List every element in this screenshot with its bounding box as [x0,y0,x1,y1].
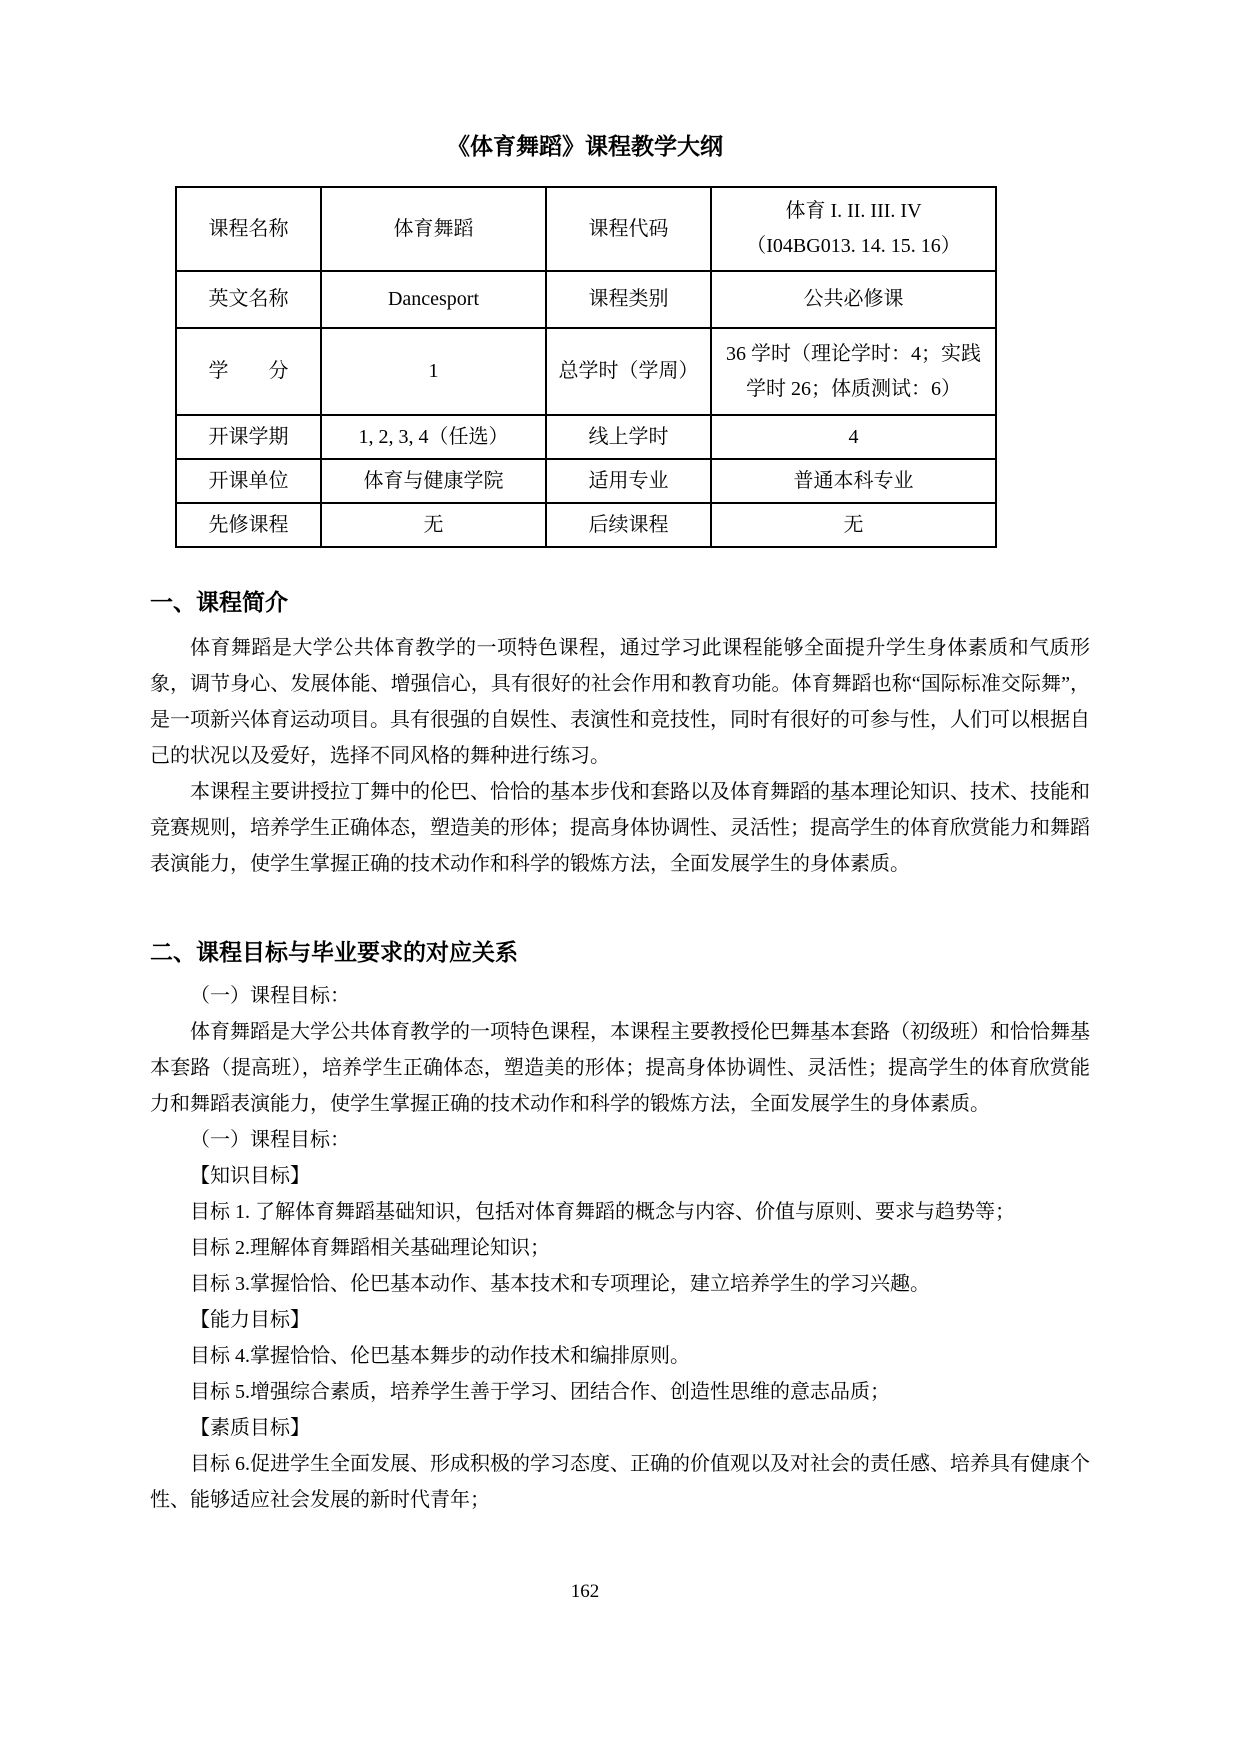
english-name-value: Dancesport [321,271,546,328]
total-hours-value: 36 学时（理论学时：4；实践学时 26；体质测试：6） [711,328,996,415]
subsequent-course-value: 无 [711,503,996,547]
course-category-value: 公共必修课 [711,271,996,328]
intro-paragraph-1: 体育舞蹈是大学公共体育教学的一项特色课程，通过学习此课程能够全面提升学生身体素质和气质形象，调节身心、发展体能、增强信心，具有很好的社会作用和教育功能。体育舞蹈也称“国际标准交际舞”，是一项新兴体育运动项目。具有很强的自娱性、表演性和竞技性，同时有很好的可参与性，人们可以根据自己的状况以及爱好，选择不同风格的舞种进行练习。 [150,637,1090,767]
goal-4: 目标 4.掌握恰恰、伦巴基本舞步的动作技术和编排原则。 [190,1345,690,1367]
department-value: 体育与健康学院 [321,459,546,503]
goal-3: 目标 3.掌握恰恰、伦巴基本动作、基本技术和专项理论，建立培养学生的学习兴趣。 [190,1273,930,1295]
table-row [176,328,996,415]
goal-2: 目标 2.理解体育舞蹈相关基础理论知识； [190,1237,550,1259]
english-name-label: 英文名称 [176,271,321,328]
quality-goals-label: 【素质目标】 [190,1417,310,1439]
course-category-label: 课程类别 [546,271,711,328]
semester-label: 开课学期 [176,415,321,459]
intro-paragraph-2: 本课程主要讲授拉丁舞中的伦巴、恰恰的基本步伐和套路以及体育舞蹈的基本理论知识、技术、技能和竞赛规则，培养学生正确体态，塑造美的形体；提高身体协调性、灵活性；提高学生的体育欣赏能力和舞蹈表演能力，使学生掌握正确的技术动作和科学的锻炼方法，全面发展学生的身体素质。 [150,781,1090,875]
online-hours-value: 4 [711,415,996,459]
title-wrap [150,132,1020,160]
department-label: 开课单位 [176,459,321,503]
applicable-majors-value: 普通本科专业 [711,459,996,503]
ability-goals-label: 【能力目标】 [190,1309,310,1331]
page-number: 162 [570,1581,600,1602]
course-name-value: 体育舞蹈 [321,187,546,271]
table-row [176,459,996,503]
credits-value: 1 [321,328,546,415]
course-code-line1: 体育 I. II. III. IV [785,200,922,222]
objectives-intro-paragraph: 体育舞蹈是大学公共体育教学的一项特色课程，本课程主要教授伦巴舞基本套路（初级班）和恰恰舞基本套路（提高班），培养学生正确体态，塑造美的形体；提高身体协调性、灵活性；提高学生的体育欣赏能力和舞蹈表演能力，使学生掌握正确的技术动作和科学的锻炼方法，全面发展学生的身体素质。 [150,1021,1090,1115]
objectives-subheading-2: （一）课程目标： [190,1129,350,1151]
total-hours-label: 总学时（学周） [546,328,711,415]
goal-6: 目标 6.促进学生全面发展、形成积极的学习态度、正确的价值观以及对社会的责任感、培养具有健康个性、能够适应社会发展的新时代青年； [150,1453,1090,1511]
credits-label: 学 分 [176,328,321,415]
objectives-subheading-1: （一）课程目标： [190,985,350,1007]
semester-value: 1, 2, 3, 4（任选） [321,415,546,459]
section-objectives-heading: 二、课程目标与毕业要求的对应关系 [150,939,518,965]
course-code-label: 课程代码 [546,187,711,271]
prerequisite-label: 先修课程 [176,503,321,547]
subsequent-course-label: 后续课程 [546,503,711,547]
pagenum-wrap [150,1580,1020,1604]
goal-5: 目标 5.增强综合素质，培养学生善于学习、团结合作、创造性思维的意志品质； [190,1381,890,1403]
course-code-line2: （I04BG013. 14. 15. 16） [746,235,961,257]
applicable-majors-label: 适用专业 [546,459,711,503]
goal-1: 目标 1. 了解体育舞蹈基础知识，包括对体育舞蹈的概念与内容、价值与原则、要求与趋势等； [190,1201,1015,1223]
doc-title: 《体育舞蹈》课程教学大纲 [447,133,723,159]
table-row [176,503,996,547]
table-row [176,187,996,271]
course-code-value [711,187,996,271]
section-intro-heading: 一、课程简介 [150,589,288,615]
prerequisite-value: 无 [321,503,546,547]
knowledge-goals-label: 【知识目标】 [190,1165,310,1187]
table-row [176,271,996,328]
course-name-label: 课程名称 [176,187,321,271]
course-info-table [175,186,997,548]
online-hours-label: 线上学时 [546,415,711,459]
table-row [176,415,996,459]
